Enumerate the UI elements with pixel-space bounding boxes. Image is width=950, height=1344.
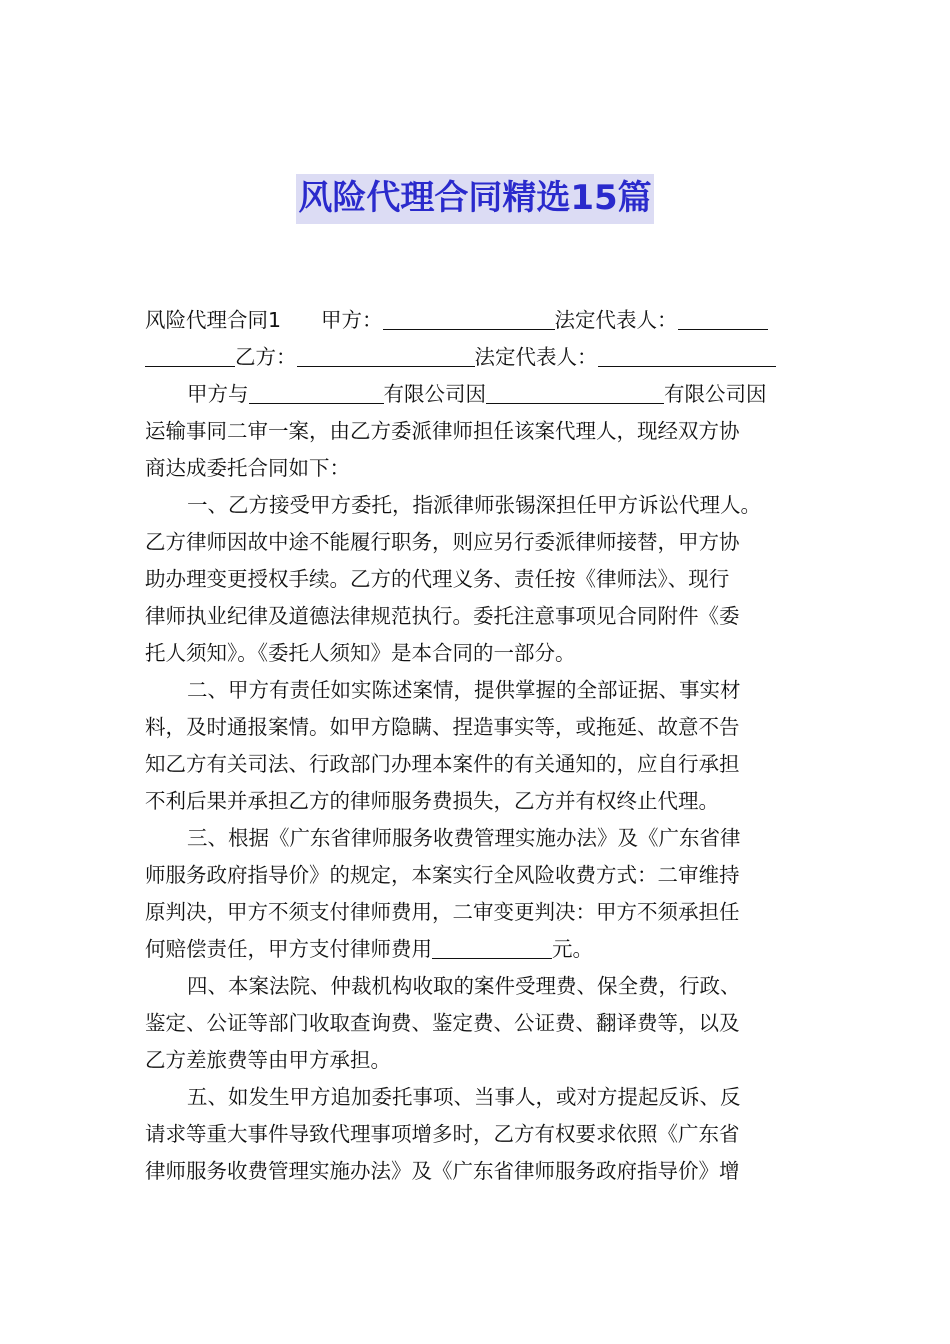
clause-3-line: 三、根据《广东省律师服务收费管理实施办法》及《广东省律 [187, 826, 741, 850]
intro-text-a: 甲方与 [187, 382, 249, 406]
intro-line-1 [145, 376, 807, 413]
clause-3-line: 原判决，甲方不须支付律师费用，二审变更判决：甲方不须承担任 [145, 900, 740, 924]
party-b-label: 乙方： [235, 345, 297, 369]
clause-1-line: 乙方律师因故中途不能履行职务，则应另行委派律师接替，甲方协 [145, 530, 740, 554]
party-a-label: 甲方： [321, 308, 383, 332]
title-container [0, 174, 950, 224]
clause-1-line: 一、乙方接受甲方委托，指派律师张锡深担任甲方诉讼代理人。 [187, 493, 761, 517]
legal-rep-blank-2 [598, 344, 776, 367]
legal-rep-label-1: 法定代表人： [554, 308, 678, 332]
intro-line-3: 商达成委托合同如下： [145, 456, 350, 480]
clause-2-line: 二、甲方有责任如实陈述案情，提供掌握的全部证据、事实材 [187, 678, 741, 702]
clause-3-fee-text: 何赔偿责任，甲方支付律师费用 [145, 937, 432, 961]
clause-4-line: 鉴定、公证等部门收取查询费、鉴定费、公证费、翻译费等，以及 [145, 1011, 740, 1035]
intro-line-2: 运输事同二审一案，由乙方委派律师担任该案代理人，现经双方协 [145, 419, 740, 443]
intro-text-b: 有限公司因 [383, 382, 486, 406]
clause-3-line: 师服务政府指导价》的规定，本案实行全风险收费方式：二审维持 [145, 863, 740, 887]
legal-rep-label-2: 法定代表人： [474, 345, 598, 369]
intro-text-c: 有限公司因 [664, 382, 767, 406]
clause-3-fee-unit: 元。 [552, 937, 593, 961]
clause-2-line: 不利后果并承担乙方的律师服务费损失，乙方并有权终止代理。 [145, 789, 719, 813]
company-b-blank [486, 381, 664, 404]
clause-2-line: 料，及时通报案情。如甲方隐瞒、捏造事实等，或拖延、故意不告 [145, 715, 740, 739]
clause-1-line: 托人须知》。《委托人须知》是本合同的一部分。 [145, 641, 576, 665]
clause-5-line: 律师服务收费管理实施办法》及《广东省律师服务政府指导价》增 [145, 1159, 740, 1183]
clause-1-line: 助办理变更授权手续。乙方的代理义务、责任按《律师法》、现行 [145, 567, 730, 591]
header-line-1 [145, 302, 807, 339]
fee-amount-blank [432, 936, 552, 959]
clause-5-line: 五、如发生甲方追加委托事项、当事人，或对方提起反诉、反 [187, 1085, 741, 1109]
document-body [145, 302, 807, 1190]
clause-4-line: 乙方差旅费等由甲方承担。 [145, 1048, 391, 1072]
contract-label: 风险代理合同1 [145, 308, 282, 332]
header-line-2 [145, 339, 807, 376]
clause-3-line-last [145, 931, 807, 968]
legal-rep-blank-1-cont [145, 344, 235, 367]
party-b-blank [297, 344, 475, 367]
document-title: 风险代理合同精选15篇 [296, 174, 653, 224]
clause-4-line: 四、本案法院、仲裁机构收取的案件受理费、保全费，行政、 [187, 974, 741, 998]
clause-1-line: 律师执业纪律及道德法律规范执行。委托注意事项见合同附件《委 [145, 604, 740, 628]
clause-2-line: 知乙方有关司法、行政部门办理本案件的有关通知的，应自行承担 [145, 752, 740, 776]
company-a-blank [249, 381, 384, 404]
clause-5-line: 请求等重大事件导致代理事项增多时，乙方有权要求依照《广东省 [145, 1122, 740, 1146]
legal-rep-blank-1 [678, 307, 768, 330]
party-a-blank [383, 307, 555, 330]
